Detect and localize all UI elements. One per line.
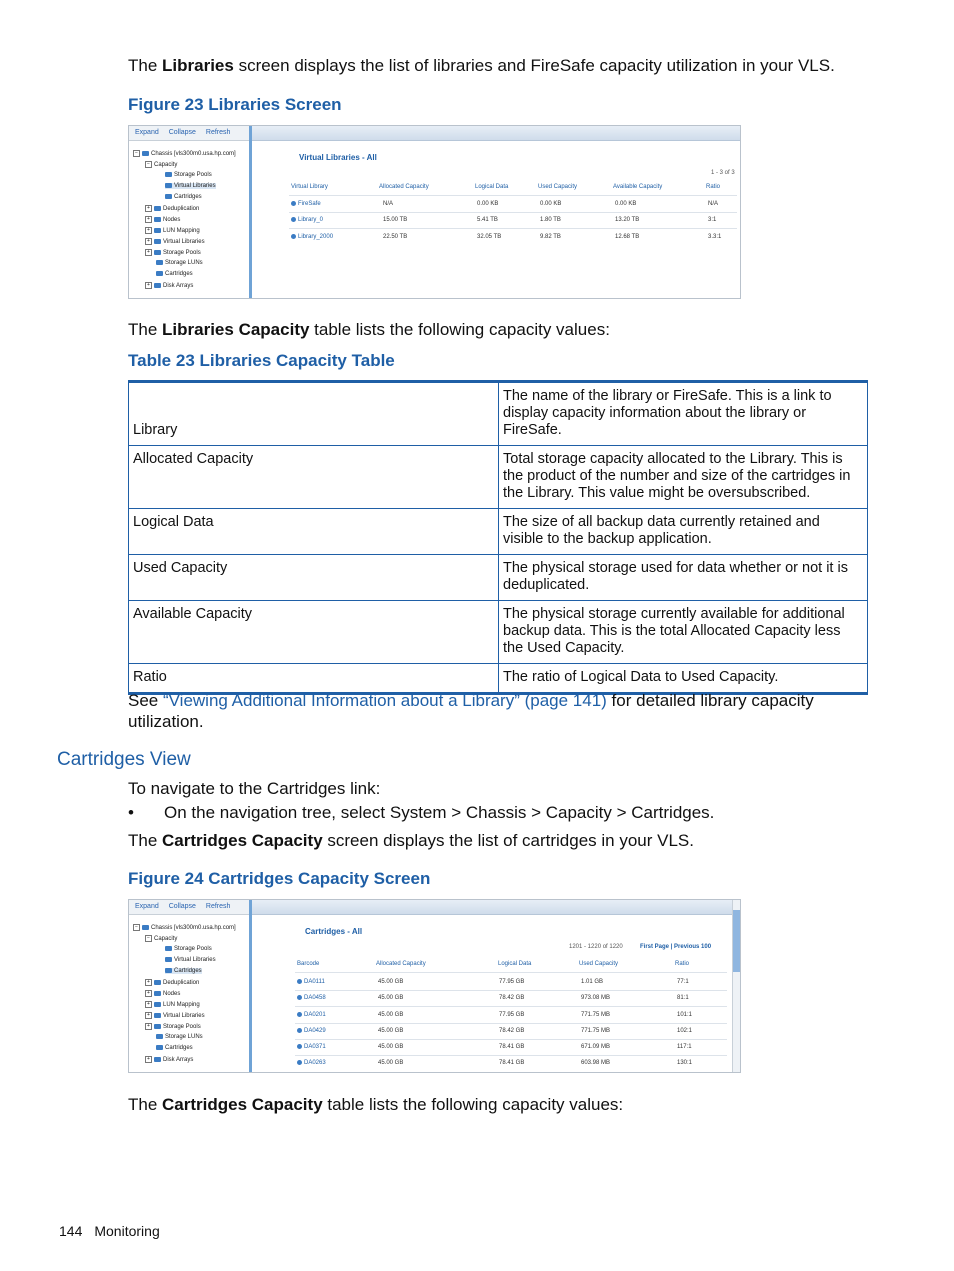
table-row: DA0371 bbox=[297, 1044, 326, 1050]
expand-toggle-icon[interactable]: + bbox=[145, 205, 152, 212]
table-row: DA0111 bbox=[297, 979, 325, 985]
column-header[interactable]: Virtual Library bbox=[291, 184, 328, 190]
cartridge-icon bbox=[297, 1028, 302, 1033]
tree-node[interactable]: + Deduplication bbox=[145, 979, 199, 986]
collapse-toggle-icon[interactable]: − bbox=[145, 161, 152, 168]
tree-node[interactable]: Storage LUNs bbox=[156, 260, 203, 266]
tree-node[interactable]: + LUN Mapping bbox=[145, 227, 200, 234]
tree-node[interactable]: − Chassis [vls300m0.usa.hp.com] bbox=[133, 924, 236, 931]
expand-toggle-icon[interactable]: + bbox=[145, 1023, 152, 1030]
expand-toggle-icon[interactable]: + bbox=[145, 238, 152, 245]
nav-intro: To navigate to the Cartridges link: bbox=[128, 779, 381, 798]
navigation-tree bbox=[129, 915, 247, 1072]
expand-toggle-icon[interactable]: + bbox=[145, 1001, 152, 1008]
lun-icon bbox=[154, 228, 161, 233]
tree-node[interactable]: Cartridges bbox=[165, 194, 202, 200]
tree-node[interactable]: + LUN Mapping bbox=[145, 1001, 200, 1008]
table-row: Library The name of the library or FireSafe. This is a link to display capacity information about the library or FireSafe. bbox=[129, 382, 868, 446]
expand-toggle-icon[interactable]: + bbox=[145, 1056, 152, 1063]
libraries-capacity-paragraph: The Libraries Capacity table lists the following capacity values: bbox=[128, 320, 610, 339]
cartridges-paragraph: The Cartridges Capacity screen displays the list of cartridges in your VLS. bbox=[128, 831, 694, 850]
section-heading: Cartridges View bbox=[57, 749, 191, 770]
tree-node[interactable]: + Nodes bbox=[145, 990, 180, 997]
expand-toggle-icon[interactable]: + bbox=[145, 282, 152, 289]
tree-node[interactable]: Cartridges bbox=[156, 271, 193, 277]
tree-node[interactable]: + Disk Arrays bbox=[145, 1056, 193, 1063]
content-title: Virtual Libraries - All bbox=[299, 153, 377, 162]
storage-pool-icon bbox=[165, 946, 172, 951]
chassis-icon bbox=[142, 925, 149, 930]
expand-toggle-icon[interactable]: + bbox=[145, 979, 152, 986]
tree-node[interactable]: − Chassis [vls300m0.usa.hp.com] bbox=[133, 150, 236, 157]
table-row: DA0458 bbox=[297, 995, 326, 1001]
bullet-icon: • bbox=[128, 803, 134, 822]
libraries-screen-figure: Expand Collapse Refresh − Chassis [vls300m0.usa.hp.com] − Capacity Storage Pools Virtual Libraries Cartridges + Deduplication + Nodes + LUN Mapping + Virtual Libraries + Storage Pools Storage LUNs Cartridges + Disk Arrays Virtual Libraries - All 1 - 3 of 3 Virtual Library Allocated Capacity Logical Data Used Capacity Available Capacity Ratio FireSafe N/A 0.00 KB 0.00 KB 0.00 KB N/A Library_0 15.00 TB 5.41 TB 1.80 TB 13.20 TB 3:1 Library_2000 22.50 TB 32.05 TB 9.82 TB 12.68 TB 3.3:1 bbox=[128, 125, 741, 299]
tree-node[interactable]: + Deduplication bbox=[145, 205, 199, 212]
column-header[interactable]: Ratio bbox=[675, 961, 690, 967]
intro-paragraph: The Libraries screen displays the list of libraries and FireSafe capacity utilization in your VLS. bbox=[128, 56, 835, 75]
expand-link[interactable]: Expand bbox=[135, 129, 159, 136]
table-row: Allocated Capacity Total storage capacity allocated to the Library. This is the product of the number and size of the cartridges in the Library. This value might be oversubscribed. bbox=[129, 446, 868, 509]
library-icon bbox=[165, 183, 172, 188]
cartridges-capacity-screen-figure: Expand Collapse Refresh − Chassis [vls300m0.usa.hp.com] − Capacity Storage Pools Virtual Libraries Cartridges + Deduplication + Nodes + LUN Mapping + Virtual Libraries + Storage Pools Storage LUNs Cartridges + Disk Arrays Cartridges - All 1201 - 1220 of 1220 First Page | Previous 100 Barcode Allocated Capacity Logical Data Used Capacity Ratio DA0111 45.00 GB 77.95 GB 1.01 GB 77:1 DA0458 45.00 GB 78.42 GB 973.08 MB 81:1 DA0201 45.00 GB 77.95 GB 771.75 MB 101:1 DA0429 45.00 GB 78.42 GB 771.75 MB 102:1 DA0371 45.00 GB 78.41 GB 671.09 MB 117:1 DA0263 45.00 GB 78.41 GB 603.98 MB 130:1 bbox=[128, 899, 741, 1073]
column-header[interactable]: Logical Data bbox=[475, 184, 509, 190]
tree-node[interactable]: + Nodes bbox=[145, 216, 180, 223]
cross-reference-link[interactable]: “Viewing Additional Information about a Library” (page 141) bbox=[162, 691, 607, 710]
collapse-toggle-icon[interactable]: − bbox=[133, 924, 140, 931]
expand-toggle-icon[interactable]: + bbox=[145, 249, 152, 256]
cartridge-icon bbox=[297, 979, 302, 984]
collapse-toggle-icon[interactable]: − bbox=[145, 935, 152, 942]
pane-splitter[interactable] bbox=[249, 900, 252, 1072]
table-row: DA0429 bbox=[297, 1028, 326, 1034]
collapse-toggle-icon[interactable]: − bbox=[133, 150, 140, 157]
storage-lun-icon bbox=[156, 260, 163, 265]
figure-23-caption: Figure 23 Libraries Screen bbox=[128, 95, 342, 114]
table-row: Library_2000 bbox=[291, 234, 333, 240]
cartridge-icon bbox=[297, 1012, 302, 1017]
tree-node[interactable]: + Storage Pools bbox=[145, 1023, 201, 1030]
column-header[interactable]: Allocated Capacity bbox=[376, 961, 426, 967]
cartridge-icon bbox=[156, 1045, 163, 1050]
tree-node[interactable]: + Virtual Libraries bbox=[145, 238, 205, 245]
column-header[interactable]: Logical Data bbox=[498, 961, 532, 967]
dedup-icon bbox=[154, 980, 161, 985]
see-reference-paragraph: See “Viewing Additional Information about a Library” (page 141) for detailed library capacity bbox=[128, 691, 814, 710]
pane-splitter[interactable] bbox=[249, 126, 252, 298]
expand-toggle-icon[interactable]: + bbox=[145, 990, 152, 997]
node-icon bbox=[154, 217, 161, 222]
tree-node[interactable]: Virtual Libraries bbox=[165, 957, 216, 963]
table-row: Available Capacity The physical storage currently available for additional backup data. This is the total Allocated Capacity less the Used Capacity. bbox=[129, 601, 868, 664]
column-header[interactable]: Barcode bbox=[297, 961, 320, 967]
storage-pool-icon bbox=[154, 1024, 161, 1029]
vertical-scrollbar[interactable] bbox=[732, 900, 740, 1072]
expand-link[interactable]: Expand bbox=[135, 903, 159, 910]
column-header[interactable]: Allocated Capacity bbox=[379, 184, 429, 190]
table-row: Used Capacity The physical storage used for data whether or not it is deduplicated. bbox=[129, 555, 868, 601]
column-header[interactable]: Ratio bbox=[706, 184, 721, 190]
bullet-item: • On the navigation tree, select System > Chassis > Capacity > Cartridges. bbox=[128, 803, 715, 822]
expand-toggle-icon[interactable]: + bbox=[145, 1012, 152, 1019]
cartridge-icon bbox=[297, 1044, 302, 1049]
tree-node[interactable]: + Disk Arrays bbox=[145, 282, 193, 289]
tree-node[interactable]: + Storage Pools bbox=[145, 249, 201, 256]
table-row: Library_0 bbox=[291, 217, 323, 223]
navigation-tree bbox=[129, 141, 247, 298]
tree-node[interactable]: Cartridges bbox=[156, 1045, 193, 1051]
tree-node-selected[interactable]: Virtual Libraries bbox=[165, 183, 216, 189]
tree-node[interactable]: Storage Pools bbox=[165, 946, 212, 952]
expand-toggle-icon[interactable]: + bbox=[145, 216, 152, 223]
tree-node[interactable]: − Capacity bbox=[145, 935, 177, 942]
library-icon bbox=[291, 234, 296, 239]
library-icon bbox=[165, 957, 172, 962]
lun-icon bbox=[154, 1002, 161, 1007]
collapse-link[interactable]: Collapse bbox=[168, 903, 196, 910]
figure-24-caption: Figure 24 Cartridges Capacity Screen bbox=[128, 869, 431, 888]
table-row: DA0263 bbox=[297, 1060, 326, 1066]
tree-node[interactable]: Storage LUNs bbox=[156, 1034, 203, 1040]
storage-lun-icon bbox=[156, 1034, 163, 1039]
expand-toggle-icon[interactable]: + bbox=[145, 227, 152, 234]
cartridges-capacity-paragraph: The Cartridges Capacity table lists the following capacity values: bbox=[128, 1095, 624, 1114]
table-row: FireSafe bbox=[291, 201, 321, 207]
table-23-caption: Table 23 Libraries Capacity Table bbox=[128, 351, 395, 370]
footer-section: Monitoring bbox=[94, 1223, 160, 1239]
page-number: 144 bbox=[59, 1223, 83, 1239]
tree-node[interactable]: Storage Pools bbox=[165, 172, 212, 178]
scrollbar-thumb[interactable] bbox=[733, 910, 740, 972]
column-header[interactable]: Available Capacity bbox=[613, 184, 663, 190]
library-icon bbox=[154, 239, 161, 244]
dedup-icon bbox=[154, 206, 161, 211]
libraries-capacity-table bbox=[128, 380, 868, 695]
cartridge-icon bbox=[165, 968, 172, 973]
chassis-icon bbox=[142, 151, 149, 156]
table-row: Ratio The ratio of Logical Data to Used Capacity. bbox=[129, 664, 868, 694]
tree-node[interactable]: − Capacity bbox=[145, 161, 177, 168]
disk-array-icon bbox=[154, 1057, 161, 1062]
library-icon bbox=[154, 1013, 161, 1018]
refresh-link[interactable]: Refresh bbox=[205, 129, 231, 136]
page-footer bbox=[59, 1223, 160, 1239]
cartridge-icon bbox=[165, 194, 172, 199]
content-title: Cartridges - All bbox=[305, 927, 363, 936]
collapse-link[interactable]: Collapse bbox=[168, 129, 196, 136]
table-row: Logical Data The size of all backup data currently retained and visible to the backup application. bbox=[129, 509, 868, 555]
node-icon bbox=[154, 991, 161, 996]
refresh-link[interactable]: Refresh bbox=[205, 903, 231, 910]
column-header[interactable]: Used Capacity bbox=[579, 961, 619, 967]
library-icon bbox=[291, 217, 296, 222]
storage-pool-icon bbox=[165, 172, 172, 177]
content-header-bar bbox=[252, 900, 732, 915]
cartridge-icon bbox=[297, 1060, 302, 1065]
tree-node-selected[interactable]: Cartridges bbox=[165, 968, 202, 974]
tree-toolbar bbox=[129, 126, 255, 141]
see-reference-continuation: utilization. bbox=[128, 712, 204, 731]
disk-array-icon bbox=[154, 283, 161, 288]
content-header-bar bbox=[252, 126, 740, 141]
pagination-info: 1 - 3 of 3 bbox=[711, 170, 735, 176]
column-header[interactable]: Used Capacity bbox=[538, 184, 578, 190]
pagination-info: 1201 - 1220 of 1220 bbox=[569, 944, 623, 950]
library-icon bbox=[291, 201, 296, 206]
cartridge-icon bbox=[156, 271, 163, 276]
page-navigation-links[interactable]: First Page | Previous 100 bbox=[640, 944, 712, 950]
tree-toolbar bbox=[129, 900, 255, 915]
cartridge-icon bbox=[297, 995, 302, 1000]
storage-pool-icon bbox=[154, 250, 161, 255]
table-row: DA0201 bbox=[297, 1012, 326, 1018]
tree-node[interactable]: + Virtual Libraries bbox=[145, 1012, 205, 1019]
